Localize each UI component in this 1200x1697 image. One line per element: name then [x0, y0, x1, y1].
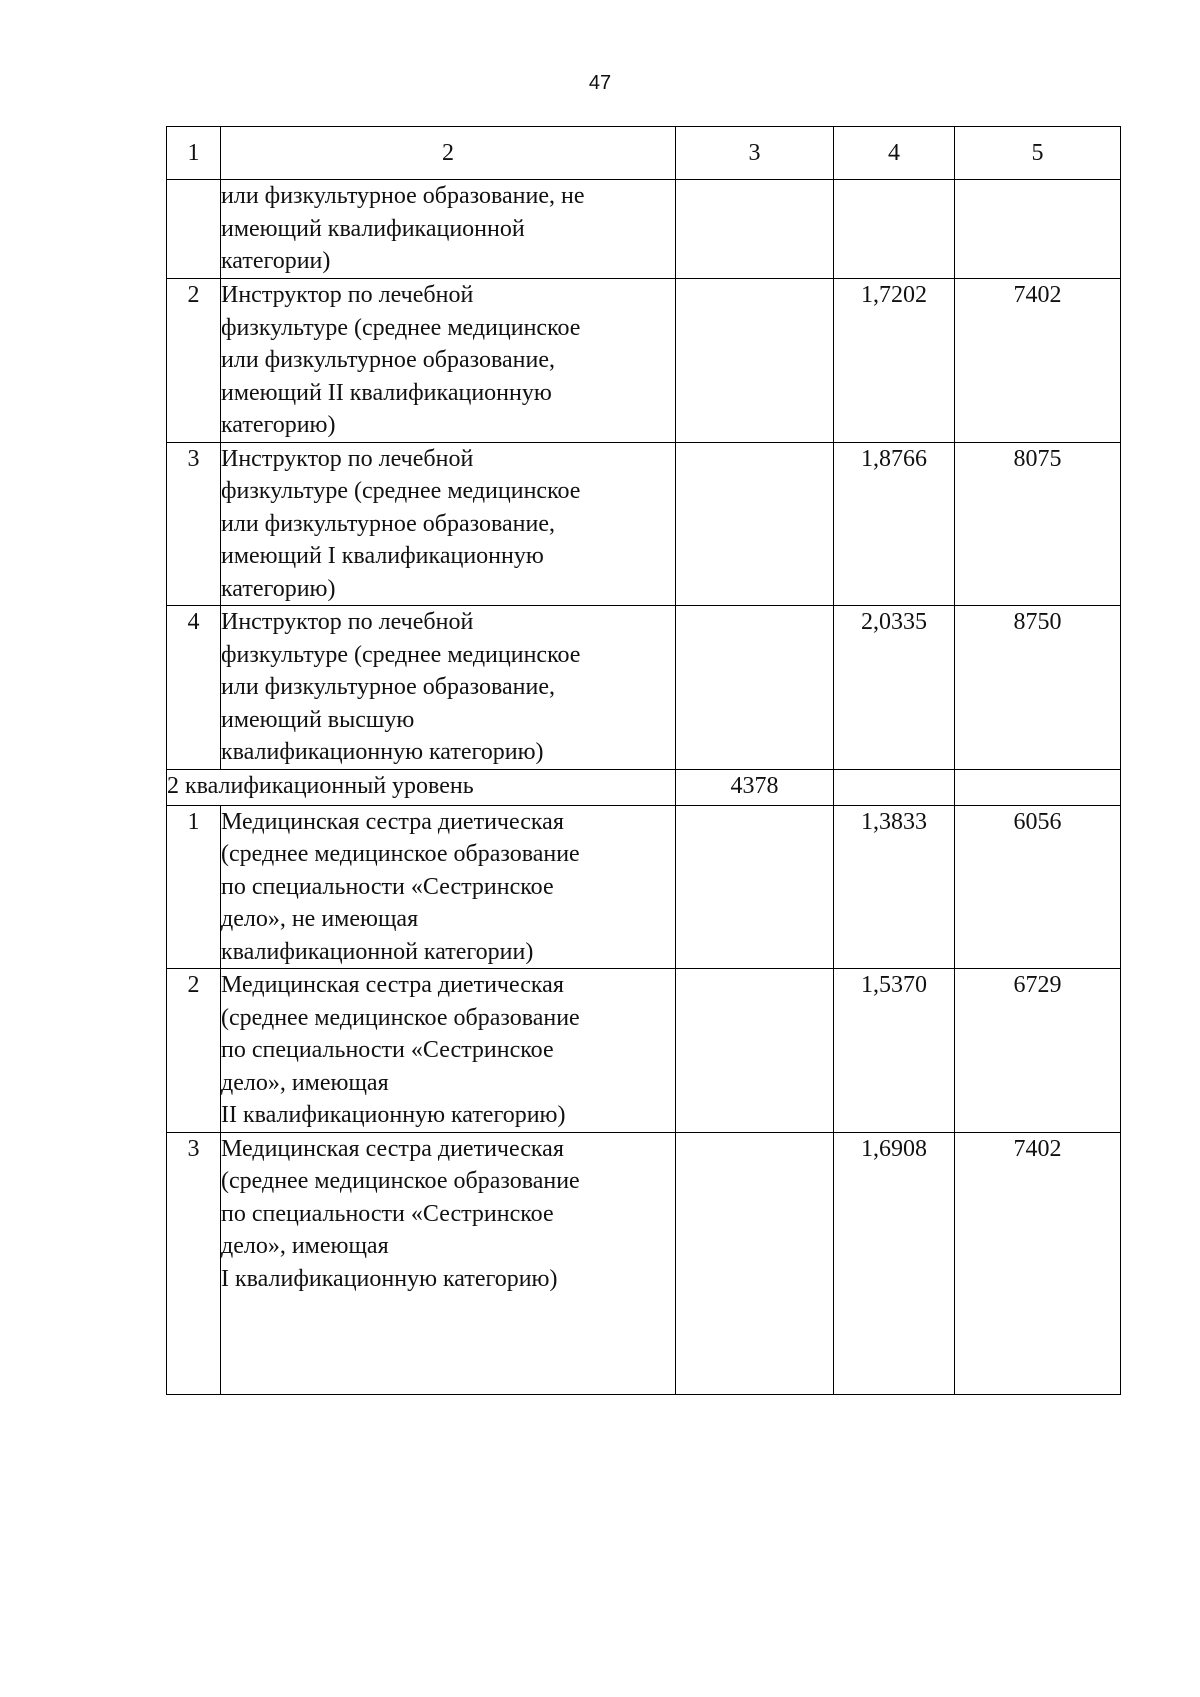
- position-description: [221, 606, 676, 770]
- description-line: дело», имеющая: [221, 1233, 389, 1259]
- salary-cell: 8750: [955, 606, 1121, 770]
- salary-cell: 7402: [955, 279, 1121, 443]
- description-line: (среднее медицинское образование: [221, 1168, 580, 1194]
- description-line: имеющий высшую: [221, 706, 415, 733]
- coefficient-cell: 2,0335: [834, 606, 955, 770]
- table-row: [167, 969, 1121, 1133]
- column-number-5: 5: [955, 127, 1121, 180]
- description-line: или физкультурное образование,: [221, 347, 555, 373]
- row-number-cell: 1: [167, 805, 221, 969]
- description-line: физкультуре (среднее медицинское: [221, 314, 581, 341]
- description-line: Медицинская сестра диетическая: [221, 808, 564, 835]
- coefficient-cell: 1,6908: [834, 1132, 955, 1394]
- salary-cell: 8075: [955, 442, 1121, 606]
- description-line: по специальности «Сестринское: [221, 1200, 554, 1227]
- description-line: физкультуре (среднее медицинское: [221, 478, 581, 504]
- position-description: [221, 1132, 676, 1394]
- description-line: Медицинская сестра диетическая: [221, 972, 564, 998]
- description-line: или физкультурное образование,: [221, 674, 555, 700]
- coefficient-cell: [834, 180, 955, 279]
- description-line: (среднее медицинское образование: [221, 841, 580, 867]
- description-line: категории): [221, 248, 331, 274]
- base-salary-cell: [676, 805, 834, 969]
- coefficient-cell: [834, 769, 955, 805]
- description-line: (среднее медицинское образование: [221, 1004, 580, 1031]
- base-salary-cell: 4378: [676, 769, 834, 805]
- position-description: [221, 442, 676, 606]
- description-line: имеющий квалификационной: [221, 215, 525, 242]
- position-description: [221, 805, 676, 969]
- salary-cell: [955, 769, 1121, 805]
- row-number-cell: 2: [167, 969, 221, 1133]
- table-row: [167, 180, 1121, 279]
- description-line: имеющий II квалификационную: [221, 379, 552, 406]
- coefficient-cell: 1,5370: [834, 969, 955, 1133]
- qualification-level-row: [167, 769, 1121, 805]
- row-number-cell: 3: [167, 442, 221, 606]
- salary-table: [166, 126, 1121, 1395]
- salary-cell: [955, 180, 1121, 279]
- position-description: [221, 969, 676, 1133]
- position-description: [221, 180, 676, 279]
- description-line: Медицинская сестра диетическая: [221, 1135, 564, 1162]
- description-line: дело», имеющая: [221, 1069, 389, 1096]
- description-line: Инструктор по лечебной: [221, 609, 474, 635]
- column-number-2: 2: [221, 127, 676, 180]
- row-number-cell: 3: [167, 1132, 221, 1394]
- base-salary-cell: [676, 180, 834, 279]
- base-salary-cell: [676, 1132, 834, 1394]
- table-header-row: [167, 127, 1121, 180]
- base-salary-cell: [676, 606, 834, 770]
- salary-cell: 6056: [955, 805, 1121, 969]
- salary-cell: 6729: [955, 969, 1121, 1133]
- table-row: [167, 442, 1121, 606]
- description-line: II квалификационную категорию): [221, 1102, 566, 1128]
- position-description: [221, 279, 676, 443]
- salary-cell: 7402: [955, 1132, 1121, 1394]
- description-line: имеющий I квалификационную: [221, 543, 544, 569]
- description-line: квалификационной категории): [221, 938, 534, 965]
- description-line: по специальности «Сестринское: [221, 1037, 554, 1063]
- row-number-cell: 4: [167, 606, 221, 770]
- description-line: Инструктор по лечебной: [221, 282, 474, 308]
- description-line: квалификационную категорию): [221, 739, 544, 765]
- table-row: [167, 805, 1121, 969]
- row-number-cell: 2: [167, 279, 221, 443]
- table-row: [167, 279, 1121, 443]
- row-number-cell: [167, 180, 221, 279]
- coefficient-cell: 1,7202: [834, 279, 955, 443]
- description-line: Инструктор по лечебной: [221, 445, 474, 472]
- table-row: [167, 1132, 1121, 1394]
- page-number: 47: [588, 72, 612, 94]
- base-salary-cell: [676, 442, 834, 606]
- column-number-4: 4: [834, 127, 955, 180]
- base-salary-cell: [676, 969, 834, 1133]
- description-line: по специальности «Сестринское: [221, 873, 554, 900]
- base-salary-cell: [676, 279, 834, 443]
- coefficient-cell: 1,8766: [834, 442, 955, 606]
- description-line: дело», не имеющая: [221, 906, 419, 932]
- description-line: категорию): [221, 412, 336, 438]
- coefficient-cell: 1,3833: [834, 805, 955, 969]
- description-line: или физкультурное образование,: [221, 510, 555, 537]
- column-number-3: 3: [676, 127, 834, 180]
- description-line: I квалификационную категорию): [221, 1265, 558, 1292]
- description-line: категорию): [221, 575, 336, 602]
- description-line: или физкультурное образование, не: [221, 183, 585, 209]
- qualification-level-label: 2 квалификационный уровень: [167, 769, 676, 805]
- description-line: физкультуре (среднее медицинское: [221, 641, 581, 668]
- table-row: [167, 606, 1121, 770]
- column-number-1: 1: [167, 127, 221, 180]
